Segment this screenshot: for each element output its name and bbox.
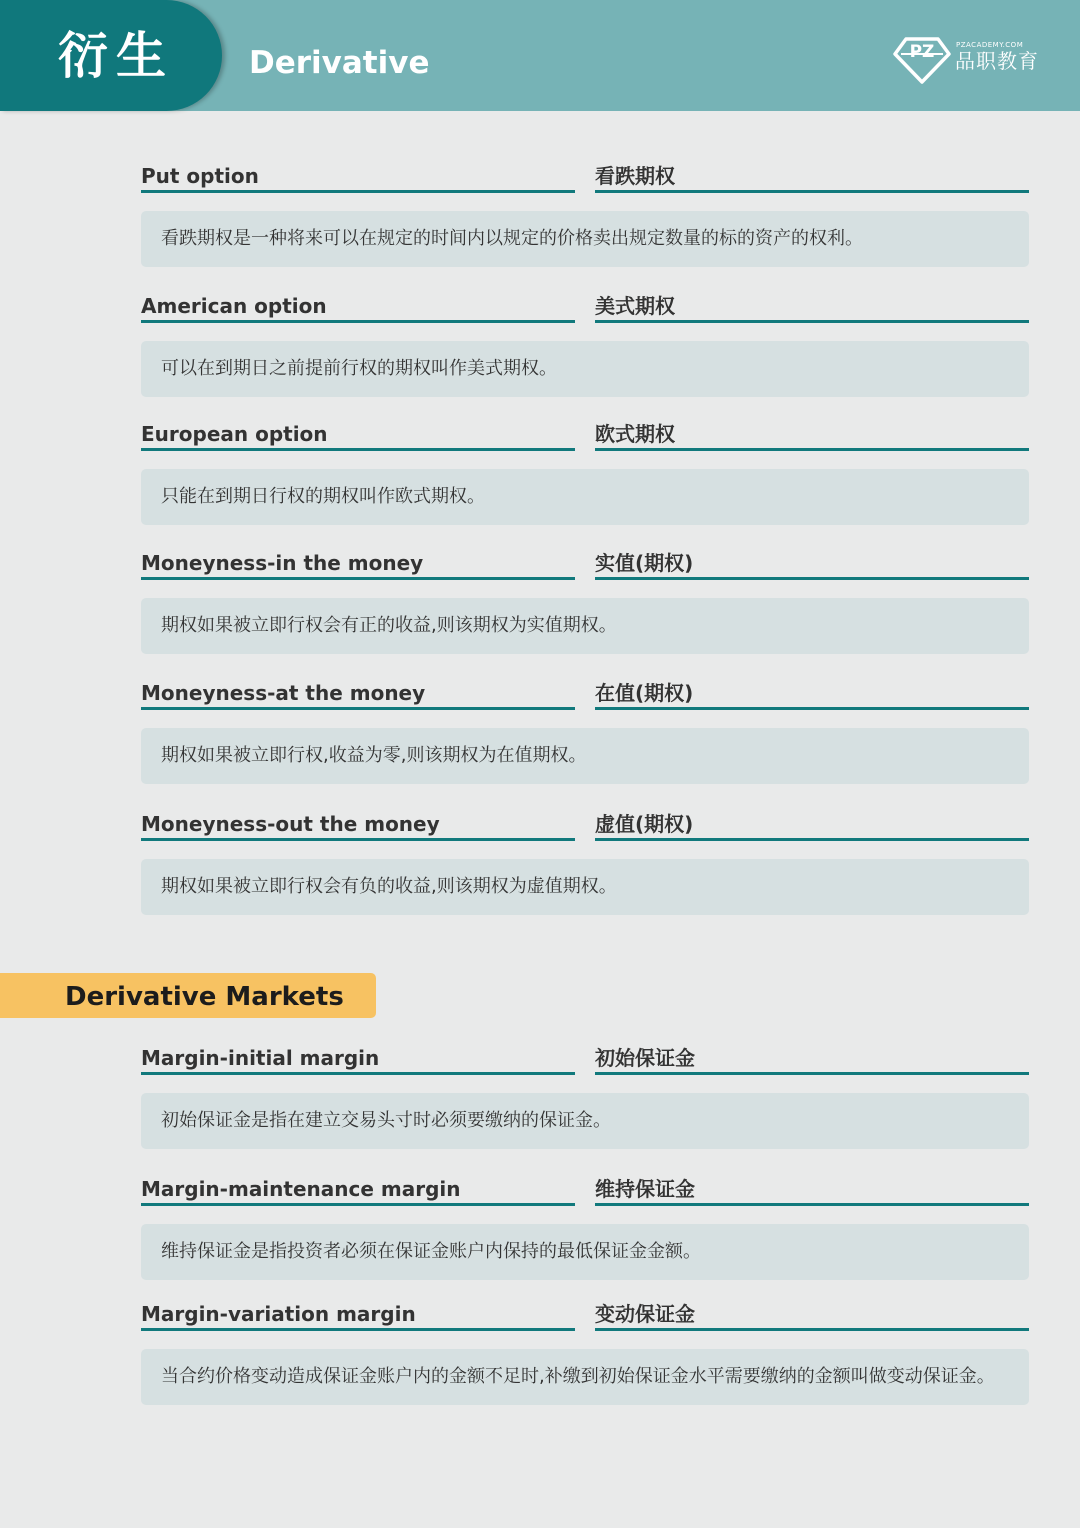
- term-cn-cell: [595, 1040, 1029, 1075]
- term-cn-cell: [595, 1171, 1029, 1206]
- definition-box: 当合约价格变动造成保证金账户内的金额不足时,补缴到初始保证金水平需要缴纳的金额叫做变动保证金。: [141, 1349, 1029, 1405]
- term-cn: 欧式期权: [595, 422, 675, 446]
- section-banner: [0, 973, 376, 1018]
- page-header: [0, 0, 1080, 111]
- definition-box: 维持保证金是指投资者必须在保证金账户内保持的最低保证金金额。: [141, 1224, 1029, 1280]
- definition-box: 可以在到期日之前提前行权的期权叫作美式期权。: [141, 341, 1029, 397]
- term-cn: 实值(期权): [595, 551, 694, 575]
- term-en-cell: [141, 1040, 575, 1075]
- term-en: Margin-variation margin: [141, 1302, 416, 1326]
- term-cn-cell: [595, 1296, 1029, 1331]
- term-en-cell: [141, 806, 575, 841]
- definition-box: 期权如果被立即行权会有正的收益,则该期权为实值期权。: [141, 598, 1029, 654]
- glossary-entry: [141, 806, 1029, 915]
- term-en: Moneyness-out the money: [141, 812, 440, 836]
- term-cn: 维持保证金: [595, 1177, 695, 1201]
- glossary-entry: [141, 416, 1029, 525]
- definition-box: 只能在到期日行权的期权叫作欧式期权。: [141, 469, 1029, 525]
- glossary-entry: [141, 158, 1029, 267]
- definition-box: 看跌期权是一种将来可以在规定的时间内以规定的价格卖出规定数量的标的资产的权利。: [141, 211, 1029, 267]
- term-cn-cell: [595, 545, 1029, 580]
- glossary-entry: [141, 675, 1029, 784]
- chapter-badge: [0, 0, 222, 111]
- term-cn-cell: [595, 675, 1029, 710]
- brand-logo: [892, 36, 1052, 86]
- term-cn: 在值(期权): [595, 681, 694, 705]
- term-en-cell: [141, 416, 575, 451]
- definition-box: 期权如果被立即行权,收益为零,则该期权为在值期权。: [141, 728, 1029, 784]
- term-cn-cell: [595, 806, 1029, 841]
- term-en-cell: [141, 158, 575, 193]
- term-en-cell: [141, 288, 575, 323]
- term-en: Moneyness-at the money: [141, 681, 426, 705]
- term-cn-cell: [595, 416, 1029, 451]
- definition-box: 期权如果被立即行权会有负的收益,则该期权为虚值期权。: [141, 859, 1029, 915]
- chapter-title-cn: 衍生: [58, 27, 174, 85]
- term-en-cell: [141, 1296, 575, 1331]
- term-en: Margin-initial margin: [141, 1046, 380, 1070]
- glossary-entry: [141, 545, 1029, 654]
- term-en: Put option: [141, 164, 259, 188]
- glossary-entry: [141, 288, 1029, 397]
- glossary-entry: [141, 1040, 1029, 1149]
- term-en: European option: [141, 422, 328, 446]
- glossary-entry: [141, 1171, 1029, 1280]
- term-cn: 变动保证金: [595, 1302, 695, 1326]
- term-cn: 美式期权: [595, 294, 675, 318]
- section-title: Derivative Markets: [65, 982, 344, 1012]
- term-en: American option: [141, 294, 327, 318]
- logo-domain: PZACADEMY.COM: [956, 41, 1024, 49]
- chapter-title-en: Derivative: [249, 45, 430, 81]
- term-en-cell: [141, 545, 575, 580]
- glossary-entry: [141, 1296, 1029, 1405]
- term-en: Margin-maintenance margin: [141, 1177, 461, 1201]
- term-cn-cell: [595, 288, 1029, 323]
- term-en-cell: [141, 1171, 575, 1206]
- term-cn: 初始保证金: [595, 1046, 695, 1070]
- term-en-cell: [141, 675, 575, 710]
- definition-box: 初始保证金是指在建立交易头寸时必须要缴纳的保证金。: [141, 1093, 1029, 1149]
- term-cn: 看跌期权: [595, 164, 675, 188]
- term-cn: 虚值(期权): [595, 812, 694, 836]
- logo-name: 品职教育: [955, 49, 1039, 73]
- pz-logo-icon: [892, 36, 952, 84]
- term-cn-cell: [595, 158, 1029, 193]
- logo-mark-text: PZ: [909, 42, 935, 62]
- term-en: Moneyness-in the money: [141, 551, 424, 575]
